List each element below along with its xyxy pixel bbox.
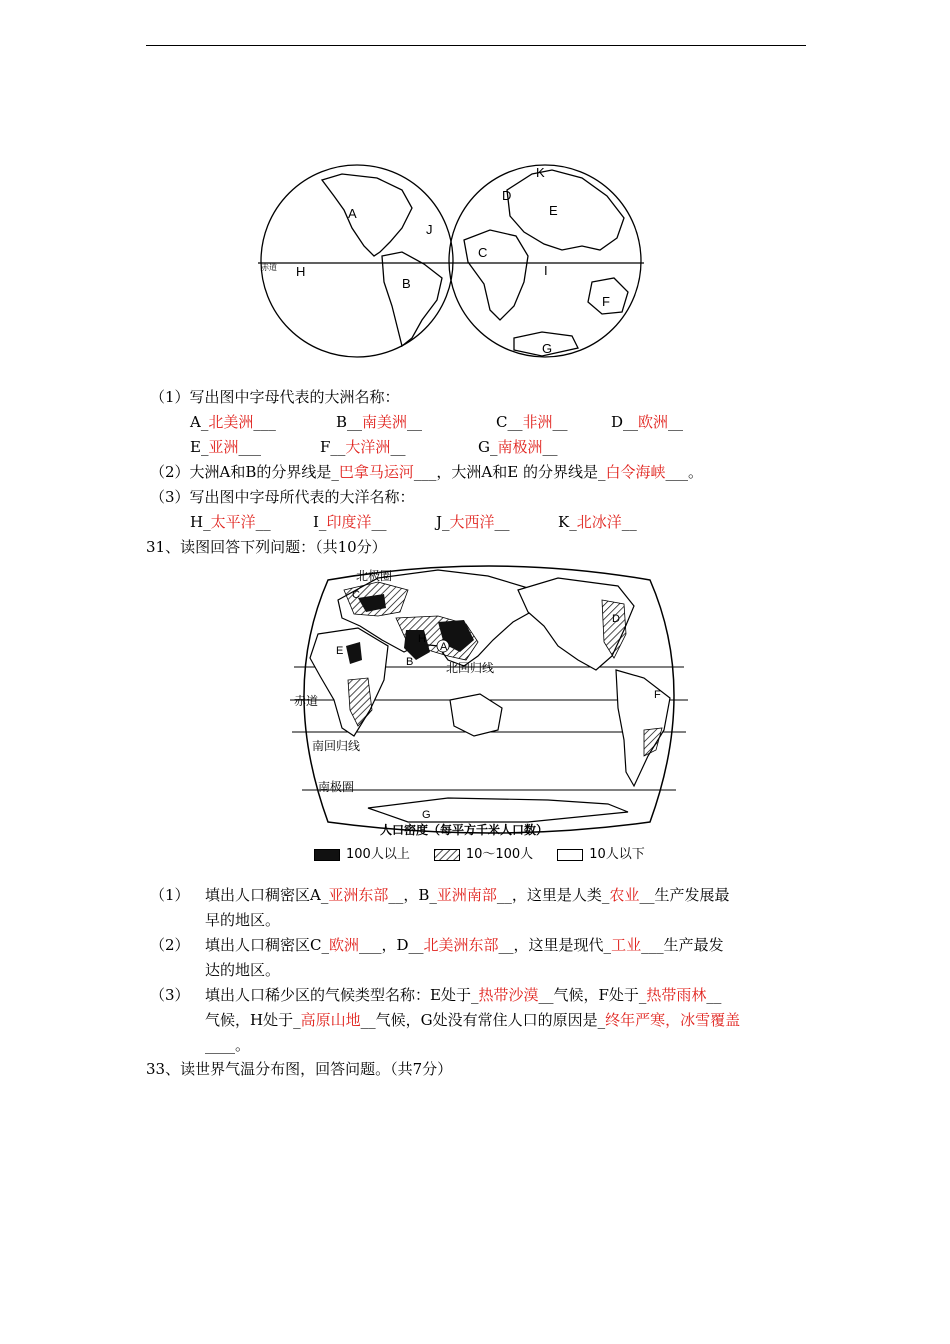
map1-letter-F: F <box>602 294 610 309</box>
population-legend <box>314 843 645 862</box>
q30-answer-D: D__欧洲__ <box>611 413 684 431</box>
q31-p3-line2: 气候，H处于_高原山地__气候，G处没有常住人口的原因是_终年严寒，冰雪覆盖 <box>205 1011 741 1029</box>
map1-letter-C: C <box>478 245 488 260</box>
legend-item-low: 10人以下 <box>557 843 645 862</box>
q30-answer-J: J_大西洋__ <box>436 513 510 531</box>
map1-letter-G: G <box>542 341 553 356</box>
q30-answer-K: K_北冰洋__ <box>558 513 637 531</box>
q30-answer-E: E_亚洲___ <box>190 438 261 456</box>
legend-swatch-hatched <box>434 849 460 861</box>
q30-answer-B: B__南美洲__ <box>336 413 423 431</box>
map1-letter-J: J <box>426 222 433 237</box>
map1-letter-D: D <box>502 188 512 203</box>
map2-letter-E: E <box>336 645 344 657</box>
map1-letter-E: E <box>549 203 558 218</box>
map2-letter-F: F <box>654 689 661 701</box>
hemisphere-map <box>252 160 652 362</box>
map1-equator-label: 赤道 <box>261 263 277 272</box>
map1-letter-A: A <box>348 206 357 221</box>
map2-letter-C: C <box>352 589 360 601</box>
arctic-circle-label: 北极圈 <box>356 569 393 583</box>
q30-answer-I: I_印度洋__ <box>313 513 387 531</box>
q31-p2-line2: 达的地区。 <box>205 961 281 979</box>
map1-letter-I: I <box>544 263 548 278</box>
q30-answer-H: H_太平洋__ <box>190 513 271 531</box>
legend-item-high: 100人以上 <box>314 843 410 862</box>
legend-swatch-empty <box>557 849 583 861</box>
q31-p2-num: （2） <box>150 936 190 954</box>
equator-label: 赤道 <box>294 694 319 708</box>
q30-answer-F: F__大洋洲__ <box>320 438 406 456</box>
q31-p3-num: （3） <box>150 986 190 1004</box>
q31-title: 31、读图回答下列问题：（共10分） <box>146 538 387 556</box>
map2-letter-B: B <box>406 656 414 668</box>
q31-p3-line1: 填出人口稀少区的气候类型名称：E处于_热带沙漠__气候，F处于_热带雨林__ <box>205 986 722 1004</box>
tropic-capricorn-label: 南回归线 <box>312 739 361 753</box>
q30-p2: （2）大洲A和B的分界线是_巴拿马运河___，大洲A和E 的分界线是_白令海峡___。 <box>150 463 704 481</box>
q33-title: 33、读世界气温分布图，回答问题。（共7分） <box>146 1060 453 1078</box>
map2-letter-A: A <box>440 641 448 653</box>
q30-answer-A: A_北美洲___ <box>190 413 276 431</box>
q31-p1-line2: 早的地区。 <box>205 911 281 929</box>
q31-p1-line1: 填出人口稠密区A_亚洲东部__，B_亚洲南部__，这里是人类_农业__生产发展最 <box>205 886 730 904</box>
map2-letter-D: D <box>612 613 620 625</box>
q30-p1-prompt: （1）写出图中字母代表的大洲名称： <box>150 388 400 406</box>
q31-p3-line3: ____。 <box>205 1036 251 1054</box>
legend-title: 人口密度（每平方千米人口数） <box>380 823 549 837</box>
legend-swatch-solid <box>314 849 340 861</box>
q30-answer-G: G_南极洲__ <box>478 438 558 456</box>
legend-item-medium: 10～100人 <box>434 843 533 862</box>
population-density-map <box>288 560 690 842</box>
map1-letter-H: H <box>296 264 306 279</box>
tropic-cancer-label: 北回归线 <box>446 661 495 675</box>
map2-letter-H: H <box>418 633 426 645</box>
map2-letter-G: G <box>422 809 431 821</box>
antarctic-circle-label: 南极圈 <box>318 780 355 794</box>
q31-p1-num: （1） <box>150 886 190 904</box>
map1-letter-B: B <box>402 276 411 291</box>
q31-p2-line1: 填出人口稠密区C_欧洲___，D__北美洲东部__，这里是现代_工业___生产最发 <box>205 936 724 954</box>
header-rule <box>146 45 806 46</box>
map1-letter-K: K <box>536 165 545 180</box>
q30-answer-C: C__非洲__ <box>496 413 568 431</box>
q30-p3-prompt: （3）写出图中字母所代表的大洋名称： <box>150 488 415 506</box>
